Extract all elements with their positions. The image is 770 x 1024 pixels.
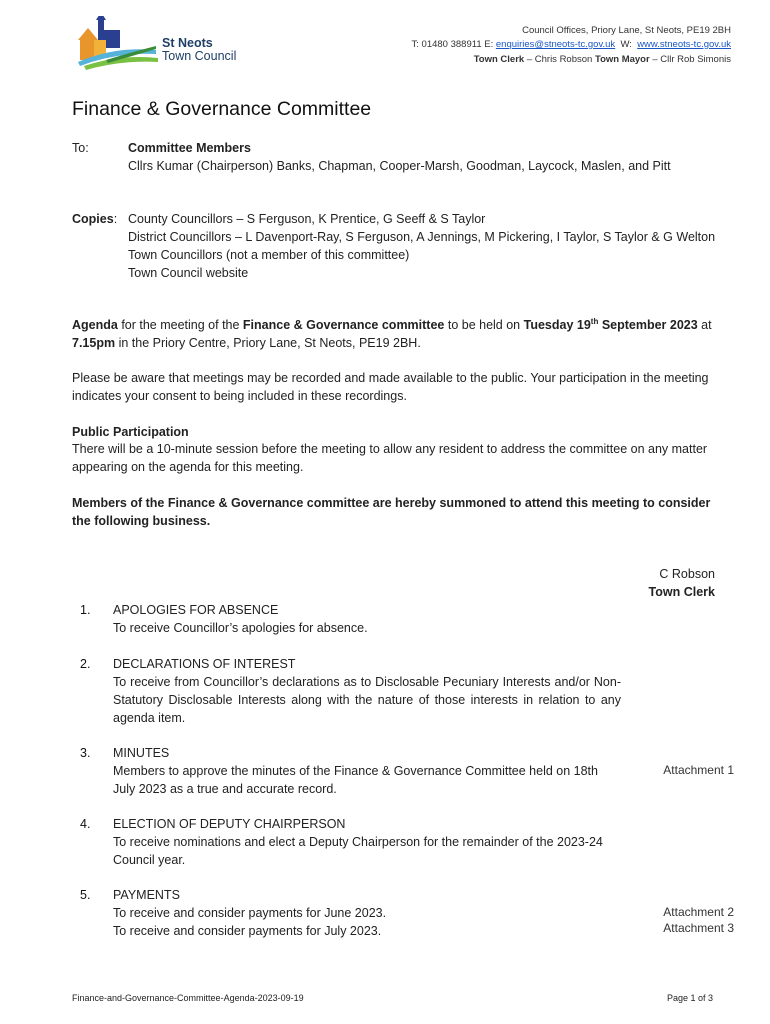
page-title: Finance & Governance Committee — [72, 98, 372, 120]
agenda-date-sup: th — [590, 316, 599, 326]
item-heading: ELECTION OF DEPUTY CHAIRPERSON — [113, 817, 346, 831]
agenda-date-b: September 2023 — [598, 318, 698, 332]
agenda-item-2 — [113, 655, 621, 727]
logo-subtitle: Town Council — [162, 49, 237, 63]
copies-line: Town Council website — [128, 266, 249, 280]
item-heading: DECLARATIONS OF INTEREST — [113, 657, 296, 671]
council-logo — [76, 16, 246, 72]
email-link[interactable]: enquiries@stneots-tc.gov.uk — [495, 39, 616, 50]
clerk-label: Town Clerk — [473, 54, 525, 65]
agenda-date — [524, 318, 698, 332]
copies-line: District Councillors – L Davenport-Ray, S Ferguson, A Jennings, M Pickering, I Taylor, S Taylor & G Welton — [128, 230, 716, 244]
to-members: Cllrs Kumar (Chairperson) Banks, Chapman, Cooper-Marsh, Goodman, Laycock, Maslen, and Pitt — [128, 159, 671, 173]
item-text: To receive from Councillor’s declarations as to Disclosable Pecuniary Interests and/or Non-Statutory Disclosable Interests along with the nature of those interests in relation to any agenda item. — [113, 675, 621, 725]
item-heading: APOLOGIES FOR ABSENCE — [113, 603, 279, 617]
item-text: To receive and consider payments for July 2023. — [113, 924, 382, 938]
summons-text: Members of the Finance & Governance committee are hereby summoned to attend this meeting to consider the following business. — [72, 496, 711, 528]
item-number: 2. — [80, 657, 91, 671]
agenda-word: Agenda — [72, 318, 118, 332]
header-officers — [474, 53, 731, 67]
agenda-item-3 — [113, 744, 621, 798]
clerk-name: – Chris Robson — [524, 54, 595, 65]
copies-colon: : — [113, 212, 118, 226]
agenda-item-1 — [113, 601, 621, 637]
copies-list — [128, 210, 720, 282]
copies-line: County Councillors – S Ferguson, K Prentice, G Seeff & S Taylor — [128, 212, 486, 226]
website-link[interactable]: www.stneots-tc.gov.uk — [637, 39, 731, 50]
copies-label-text: Copies — [72, 212, 114, 226]
public-participation-heading: Public Participation — [72, 425, 189, 439]
header-email-label: E: — [484, 39, 494, 50]
agenda-time: 7.15pm — [72, 336, 116, 350]
agenda-text-4: in the Priory Centre, Priory Lane, St Neots, PE19 2BH. — [115, 336, 421, 350]
item-number: 4. — [80, 817, 91, 831]
footer-page-number: Page 1 of 3 — [666, 993, 713, 1003]
header-tel: T: 01480 388911 — [411, 39, 482, 50]
signature-name: C Robson — [659, 567, 715, 581]
public-participation-text: There will be a 10-minute session before the meeting to allow any resident to address the committee on any matter appearing on the agenda for this meeting. — [72, 442, 708, 474]
agenda-text-1: for the meeting of the — [117, 318, 243, 332]
agenda-date-a: Tuesday 19 — [523, 318, 591, 332]
agenda-committee: Finance & Governance committee — [242, 318, 445, 332]
item-text: To receive Councillor’s apologies for absence. — [113, 621, 368, 635]
attachment-reference: Attachment 1 — [663, 763, 734, 777]
copies-label — [72, 210, 117, 228]
agenda-paragraph — [72, 316, 718, 352]
agenda-item-5 — [113, 886, 621, 940]
item-heading: MINUTES — [113, 746, 170, 760]
logo-emblem-icon — [76, 16, 160, 72]
copies-line: Town Councillors (not a member of this committee) — [128, 248, 410, 262]
item-number: 1. — [80, 603, 91, 617]
attachment-reference: Attachment 2 — [663, 905, 734, 919]
item-text: To receive and consider payments for June 2023. — [113, 906, 387, 920]
header-web-label: W: — [620, 39, 632, 50]
agenda-text-3: at — [697, 318, 712, 332]
mayor-name: – Cllr Rob Simonis — [649, 54, 731, 65]
header-address: Council Offices, Priory Lane, St Neots, PE19 2BH — [522, 25, 731, 36]
agenda-item-4 — [113, 815, 621, 869]
recording-notice: Please be aware that meetings may be recorded and made available to the public. Your participation in the meeting indicates your consent to being included in these recordings. — [72, 371, 709, 403]
header-contacts — [412, 38, 731, 52]
to-heading: Committee Members — [128, 141, 251, 155]
item-number: 5. — [80, 888, 91, 902]
agenda-text-2: to be held on — [444, 318, 524, 332]
item-text: To receive nominations and elect a Deputy Chairperson for the remainder of the 2023-24 Council year. — [113, 835, 603, 867]
item-text: Members to approve the minutes of the Finance & Governance Committee held on 18th July 2023 as a true and accurate record. — [113, 764, 598, 796]
attachment-reference: Attachment 3 — [663, 921, 734, 935]
to-label: To: — [72, 141, 89, 155]
item-number: 3. — [80, 746, 91, 760]
footer-filename: Finance-and-Governance-Committee-Agenda-2023-09-19 — [72, 993, 304, 1003]
mayor-label: Town Mayor — [594, 54, 650, 65]
item-heading: PAYMENTS — [113, 888, 180, 902]
signature-role: Town Clerk — [648, 585, 715, 599]
logo-name: St Neots — [162, 36, 213, 50]
